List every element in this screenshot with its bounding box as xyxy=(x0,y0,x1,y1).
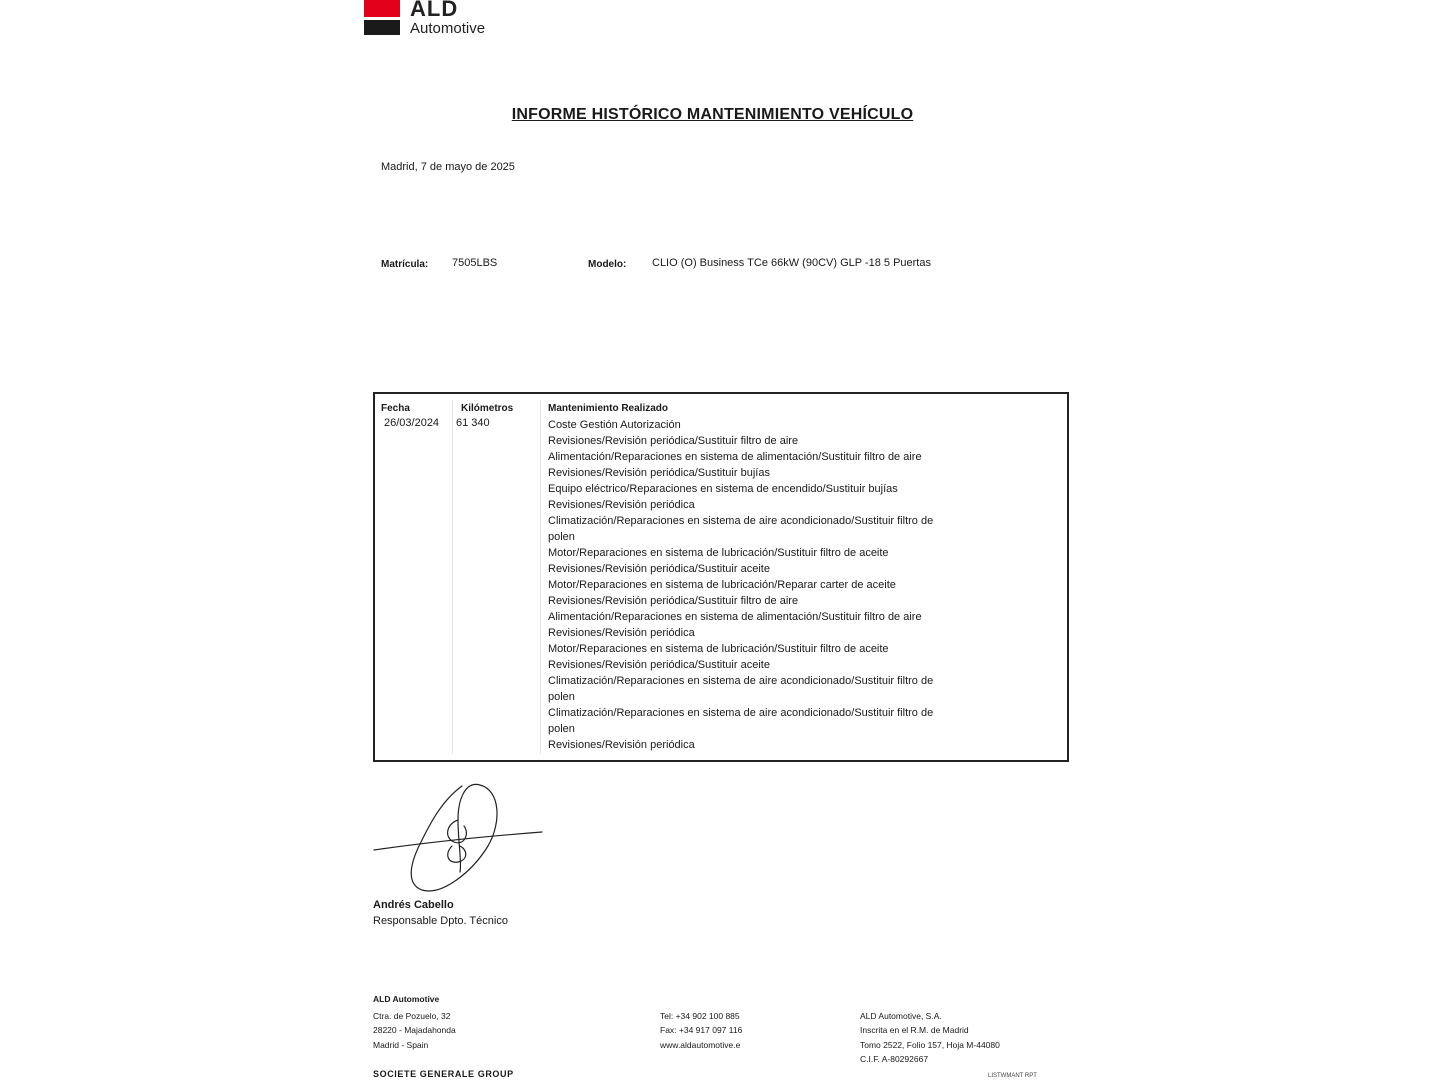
document-title: INFORME HISTÓRICO MANTENIMIENTO VEHÍCULO xyxy=(511,106,914,123)
footer-line: Madrid - Spain xyxy=(373,1039,429,1050)
header-km: Kilómetros xyxy=(461,403,514,414)
model-label: Modelo: xyxy=(588,259,627,270)
list-item: Climatización/Reparaciones en sistema de aire acondicionado/Sustituir filtro de xyxy=(548,515,934,527)
header-maintenance: Mantenimiento Realizado xyxy=(548,403,669,414)
handwritten-signature xyxy=(370,780,545,895)
model-value: CLIO (O) Business TCe 66kW (90CV) GLP -18 5 Puertas xyxy=(652,257,931,269)
list-item: Climatización/Reparaciones en sistema de aire acondicionado/Sustituir filtro de xyxy=(548,707,934,719)
footer-legal xyxy=(860,1009,1000,1066)
logo-subtitle: Automotive xyxy=(410,20,486,37)
row-date: 26/03/2024 xyxy=(384,417,440,429)
column-divider xyxy=(540,400,541,754)
footer-line: Fax: +34 917 097 116 xyxy=(660,1025,743,1036)
list-item: Revisiones/Revisión periódica/Sustituir filtro de aire xyxy=(548,595,799,607)
list-item: Equipo eléctrico/Reparaciones en sistema de encendido/Sustituir bujías xyxy=(548,483,898,495)
footer-line: 28220 - Majadahonda xyxy=(373,1025,456,1036)
row-km: 61 340 xyxy=(456,417,490,429)
list-item: Revisiones/Revisión periódica/Sustituir aceite xyxy=(548,563,770,575)
footer-address xyxy=(373,1009,456,1052)
footer-group: SOCIETE GENERALE GROUP xyxy=(373,1069,514,1079)
list-item: Alimentación/Reparaciones en sistema de alimentación/Sustituir filtro de aire xyxy=(548,451,922,463)
logo-name: ALD xyxy=(410,0,459,21)
document-date: Madrid, 7 de mayo de 2025 xyxy=(381,161,515,173)
logo-separator xyxy=(364,17,400,20)
footer-line: Tomo 2522, Folio 157, Hoja M-44080 xyxy=(860,1039,1000,1050)
footer-line: Tel: +34 902 100 885 xyxy=(660,1011,740,1021)
list-item: polen xyxy=(548,531,575,543)
list-item: Revisiones/Revisión periódica/Sustituir aceite xyxy=(548,659,770,671)
footer-line: Ctra. de Pozuelo, 32 xyxy=(373,1011,451,1021)
footer-line: Inscrita en el R.M. de Madrid xyxy=(860,1025,969,1036)
logo-red-band xyxy=(364,0,400,17)
list-item: Revisiones/Revisión periódica xyxy=(548,499,695,511)
list-item: Revisiones/Revisión periódica xyxy=(548,627,695,639)
list-item: Alimentación/Reparaciones en sistema de alimentación/Sustituir filtro de aire xyxy=(548,611,922,623)
header-date: Fecha xyxy=(381,403,410,414)
list-item: polen xyxy=(548,691,575,703)
list-item: Motor/Reparaciones en sistema de lubricación/Sustituir filtro de aceite xyxy=(548,547,889,559)
maintenance-items-list xyxy=(548,417,978,753)
footer-contact xyxy=(660,1009,742,1052)
plate-label: Matrícula: xyxy=(381,259,429,270)
list-item: Revisiones/Revisión periódica/Sustituir bujías xyxy=(548,467,770,479)
plate-value: 7505LBS xyxy=(452,257,498,269)
column-divider xyxy=(452,400,453,754)
list-item: Motor/Reparaciones en sistema de lubricación/Reparar carter de aceite xyxy=(548,579,896,591)
signer-role: Responsable Dpto. Técnico xyxy=(373,915,508,927)
footer-line: www.aldautomotive.e xyxy=(660,1039,741,1050)
footer-line: ALD Automotive, S.A. xyxy=(860,1011,942,1021)
footer-line: C.I.F. A-80292667 xyxy=(860,1053,929,1064)
list-item: Climatización/Reparaciones en sistema de aire acondicionado/Sustituir filtro de xyxy=(548,675,934,687)
list-item: Revisiones/Revisión periódica/Sustituir filtro de aire xyxy=(548,435,799,447)
list-item: Motor/Reparaciones en sistema de lubricación/Sustituir filtro de aceite xyxy=(548,643,889,655)
list-item: polen xyxy=(548,723,575,735)
signer-name: Andrés Cabello xyxy=(373,899,454,911)
list-item: Coste Gestión Autorización xyxy=(548,419,681,431)
footer-reference: LISTWMANT RPT xyxy=(988,1073,1037,1079)
ald-logo-mark xyxy=(364,0,400,35)
list-item: Revisiones/Revisión periódica xyxy=(548,739,695,751)
footer-company: ALD Automotive xyxy=(373,994,440,1004)
